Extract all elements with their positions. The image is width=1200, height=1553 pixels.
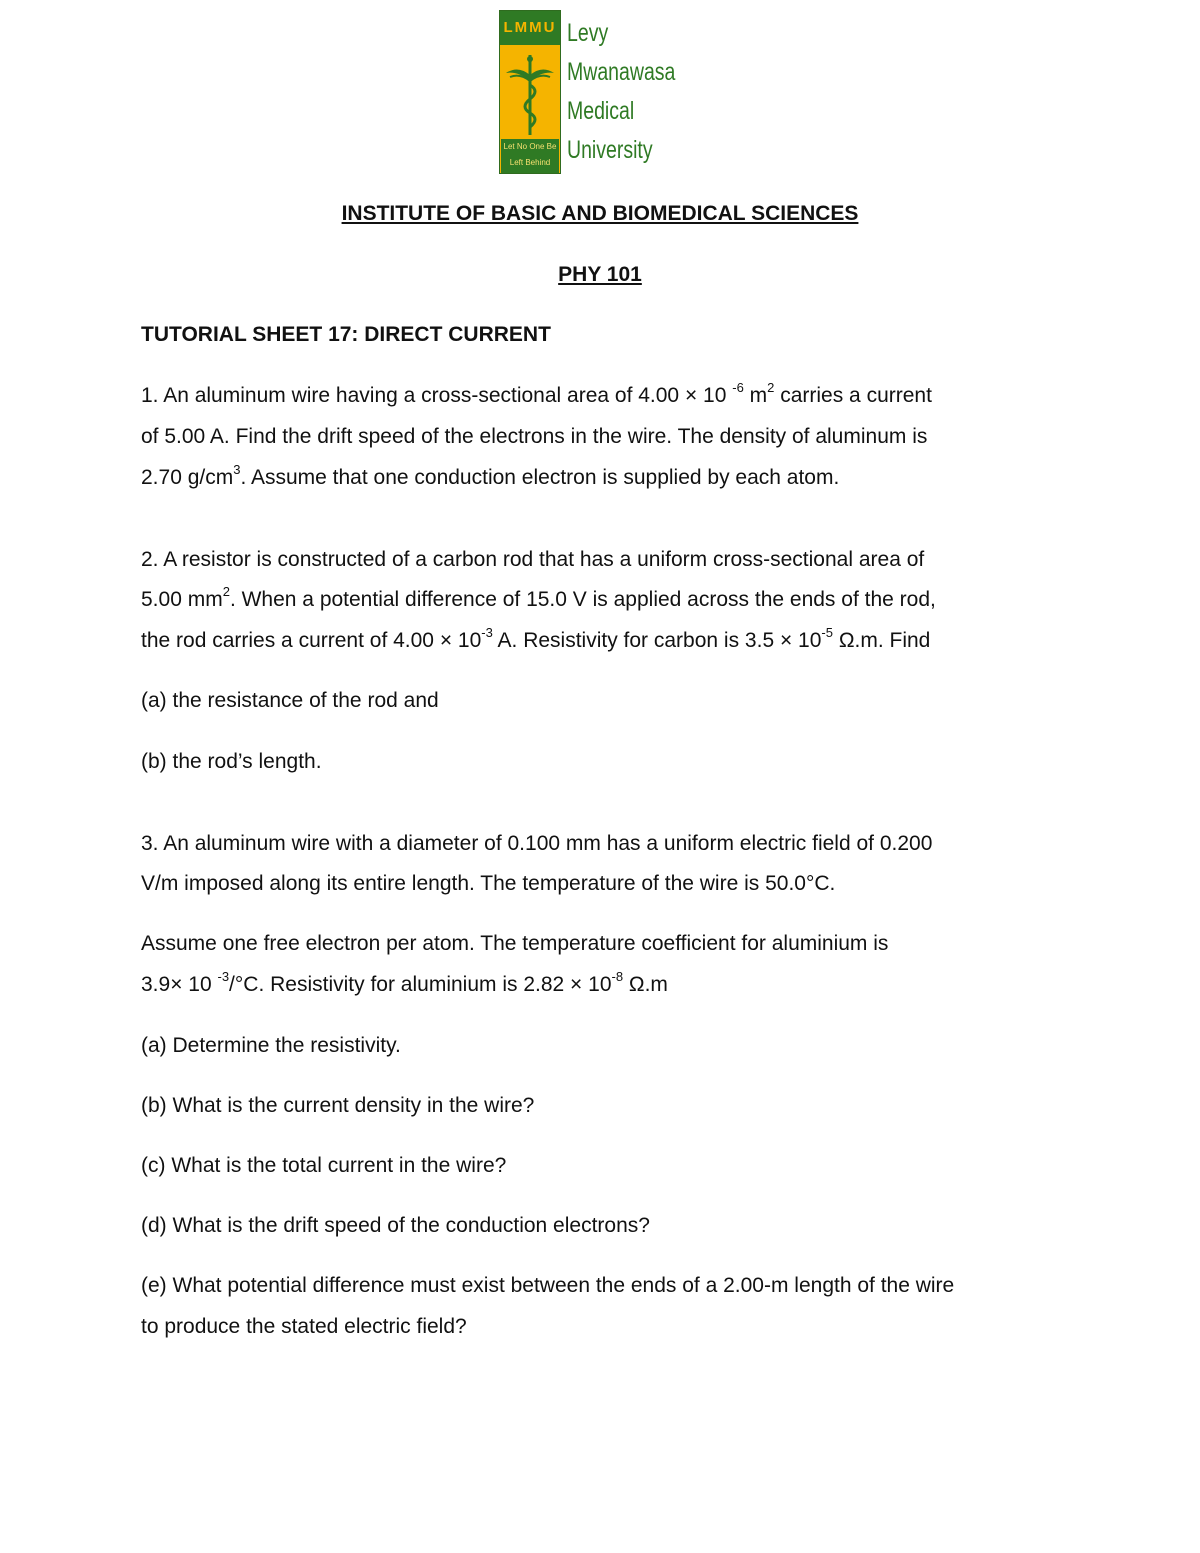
q3-part-c: (c) What is the total current in the wire? (141, 1154, 507, 1177)
q3-part-b: (b) What is the current density in the wire? (141, 1094, 535, 1117)
q3-part-a: (a) Determine the resistivity. (141, 1034, 401, 1057)
sheet-title: TUTORIAL SHEET 17: DIRECT CURRENT (141, 323, 551, 346)
university-logo (499, 10, 676, 176)
q2-text: the rod carries a current of 4.00 × 10 (141, 629, 482, 652)
exponent: 3 (233, 462, 241, 477)
q2-text: A. Resistivity for carbon is 3.5 × 10 (492, 629, 822, 652)
q3-text: 3.9× 10 (141, 973, 218, 996)
q3-part-e-continued: to produce the stated electric field? (141, 1315, 467, 1338)
q3-line: Assume one free electron per atom. The temperature coefficient for aluminium is (141, 932, 889, 955)
q3-part-d: (d) What is the drift speed of the conduction electrons? (141, 1214, 650, 1237)
logo-emblem (499, 10, 561, 174)
exponent: 2 (767, 380, 775, 395)
exponent: -3 (481, 625, 493, 640)
q1-text: 2.70 g/cm (141, 466, 234, 489)
q2-text: . When a potential difference of 15.0 V is applied across the ends of the rod, (229, 588, 936, 611)
exponent: -8 (611, 969, 624, 984)
q2-text: 5.00 mm (141, 588, 223, 611)
logo-name-line: Medical (567, 97, 635, 125)
exponent: -6 (732, 380, 744, 395)
q1-line: of 5.00 A. Find the drift speed of the electrons in the wire. The density of aluminum is (141, 425, 928, 448)
logo-name-line: Mwanawasa (567, 58, 676, 86)
course-code: PHY 101 (558, 263, 642, 286)
logo-motto (501, 139, 559, 173)
q3-line (141, 969, 668, 997)
q3-part-e: (e) What potential difference must exist between the ends of a 2.00-m length of the wire (141, 1274, 955, 1297)
q1-text: . Assume that one conduction electron is supplied by each atom. (240, 466, 840, 489)
logo-acronym: LMMU (500, 11, 560, 45)
institute-heading: INSTITUTE OF BASIC AND BIOMEDICAL SCIENCES (341, 202, 859, 225)
logo-wordmark (567, 14, 706, 170)
q1-text: carries a current (774, 384, 932, 407)
caduceus-icon (504, 51, 556, 137)
q2-text: Ω.m. Find (832, 629, 931, 652)
logo-name-line: Levy (567, 19, 609, 47)
q2-part-b: (b) the rod’s length. (141, 750, 322, 773)
logo-motto-line: Left Behind (509, 158, 551, 167)
q1-text: 1. An aluminum wire having a cross-sectional area of 4.00 × 10 (141, 384, 733, 407)
exponent: -5 (821, 625, 833, 640)
exponent: 2 (222, 584, 230, 599)
q3-line: 3. An aluminum wire with a diameter of 0.100 mm has a uniform electric field of 0.200 (141, 832, 933, 855)
logo-name-line: University (567, 136, 653, 164)
q1-text: m (743, 384, 768, 407)
q2-part-a: (a) the resistance of the rod and (141, 689, 439, 712)
q2-line (141, 584, 936, 612)
q2-line: 2. A resistor is constructed of a carbon rod that has a uniform cross-sectional area of (141, 548, 925, 571)
logo-motto-line: Let No One Be (503, 142, 557, 151)
q1-line (141, 462, 840, 490)
q1-line (141, 380, 932, 408)
q2-line (141, 625, 931, 653)
q3-text: Ω.m (623, 973, 668, 996)
q3-text: /°C. Resistivity for aluminium is 2.82 × 10 (229, 973, 612, 996)
exponent: -3 (217, 969, 230, 984)
q3-line: V/m imposed along its entire length. The temperature of the wire is 50.0°C. (141, 872, 836, 895)
